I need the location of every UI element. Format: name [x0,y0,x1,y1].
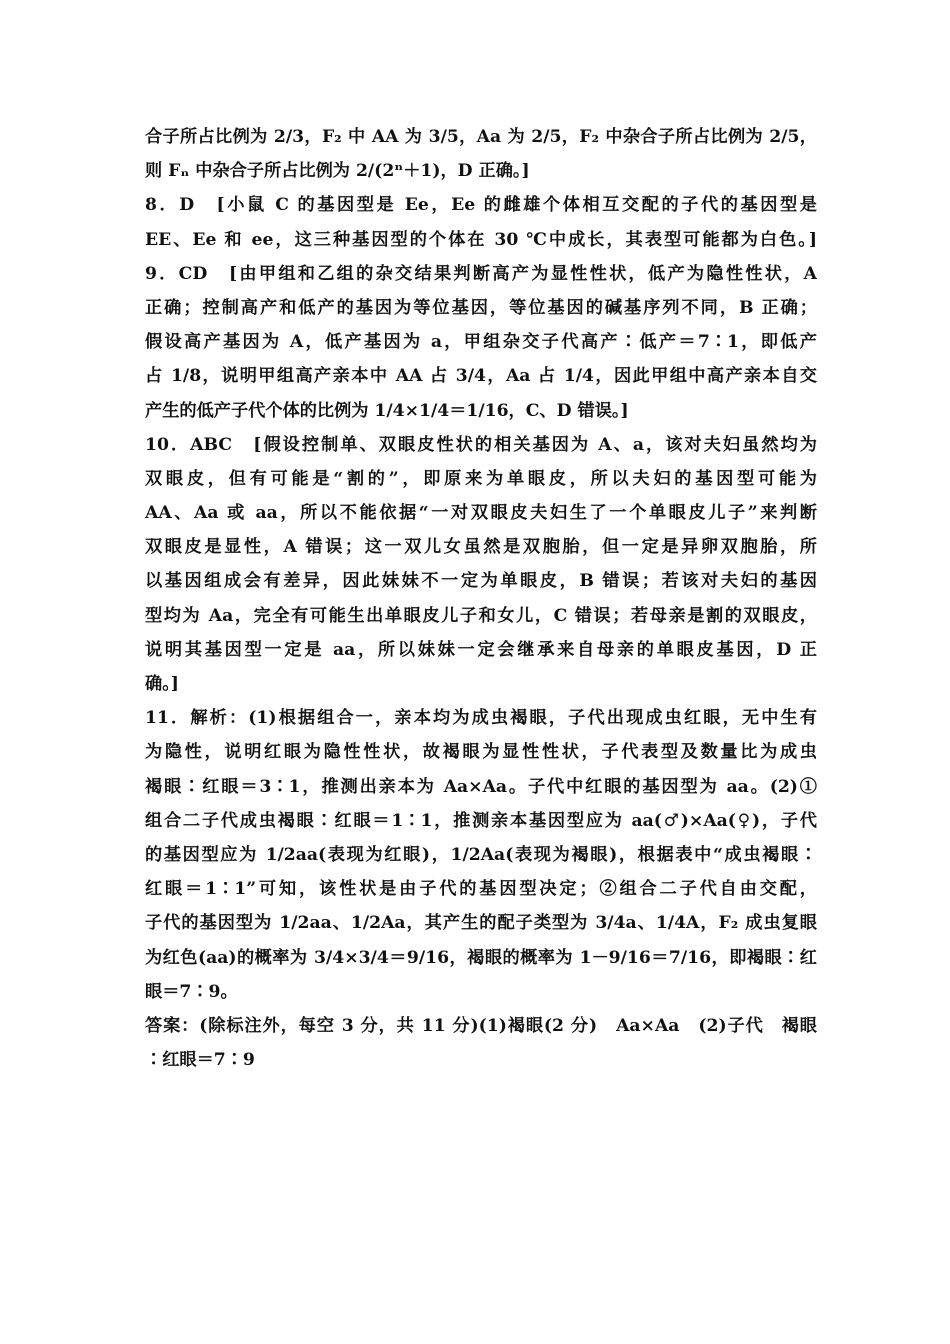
text-line: 红眼＝1∶1”可知，该性状是由子代的基因型决定；②组合二子代自由交配， [145,879,817,900]
text-line: 11．解析：(1)根据组合一，亲本均为成虫褐眼，子代出现成虫红眼，无中生有 [145,708,817,729]
text-line: 双眼皮，但有可能是“割的”，即原来为单眼皮，所以夫妇的基因型可能为 [145,468,817,489]
answer-line: 答案：(除标注外，每空 3 分，共 11 分)(1)褐眼(2 分) Aa×Aa (2)子代 褐眼 [145,1015,817,1036]
text-line: AA、Aa 或 aa，所以不能依据“一对双眼皮夫妇生了一个单眼皮儿子”来判断 [145,503,817,524]
text-line: 8．D [小鼠 C 的基因型是 Ee，Ee 的雌雄个体相互交配的子代的基因型是 [145,195,817,216]
text-line: 说明其基因型一定是 aa，所以妹妹一定会继承来自母亲的单眼皮基因，D 正 [145,639,817,660]
text-line: 则 Fₙ 中杂合子所占比例为 2/(2ⁿ＋1)，D 正确。] [145,161,530,182]
text-line: 占 1/8，说明甲组高产亲本中 AA 占 3/4，Aa 占 1/4，因此甲组中高产亲本自交 [145,366,817,387]
text-line: 型均为 Aa，完全有可能生出单眼皮儿子和女儿，C 错误；若母亲是割的双眼皮， [145,605,817,626]
answer-line: ∶红眼＝7∶9 [145,1050,255,1071]
text-line: 确。] [145,674,179,694]
text-line: 产生的低产子代个体的比例为 1/4×1/4＝1/16，C、D 错误。] [145,400,629,421]
text-line: EE、Ee 和 ee，这三种基因型的个体在 30 ℃中成长，其表型可能都为白色。] [145,229,817,250]
text-line: 的基因型应为 1/2aa(表现为红眼)，1/2Aa(表现为褐眼)，根据表中“成虫褐眼∶ [145,844,817,865]
text-line: 为红色(aa)的概率为 3/4×3/4＝9/16，褐眼的概率为 1－9/16＝7/16，即褐眼∶红 [145,947,817,968]
text-line: 为隐性，说明红眼为隐性性状，故褐眼为显性性状，子代表型及数量比为成虫 [145,742,817,763]
text-line: 子代的基因型为 1/2aa、1/2Aa，其产生的配子类型为 3/4a、1/4A，F₂ 成虫复眼 [145,913,817,934]
text-line: 组合二子代成虫褐眼∶红眼＝1∶1，推测亲本基因型应为 aa(♂)×Aa(♀)，子代 [145,810,817,831]
text-line: 以基因组成会有差异，因此妹妹不一定为单眼皮，B 错误；若该对夫妇的基因 [145,571,817,592]
text-line: 9．CD [由甲组和乙组的杂交结果判断高产为显性性状，低产为隐性性状，A [145,263,817,284]
text-line: 双眼皮是显性，A 错误；这一双儿女虽然是双胞胎，但一定是异卵双胞胎，所 [145,537,817,558]
text-line: 正确；控制高产和低产的基因为等位基因，等位基因的碱基序列不同，B 正确； [145,297,817,318]
text-line: 合子所占比例为 2/3，F₂ 中 AA 为 3/5，Aa 为 2/5，F₂ 中杂合子所占比例为 2/5， [145,127,817,147]
document-body [145,120,817,1077]
text-line: 假设高产基因为 A，低产基因为 a，甲组杂交子代高产∶低产＝7∶1，即低产 [145,332,817,353]
text-line: 10．ABC [假设控制单、双眼皮性状的相关基因为 A、a，该对夫妇虽然均为 [145,434,817,455]
text-line: 褐眼∶红眼＝3∶1，推测出亲本为 Aa×Aa。子代中红眼的基因型为 aa。(2)① [145,776,817,797]
text-line: 眼＝7∶9。 [145,981,238,1002]
